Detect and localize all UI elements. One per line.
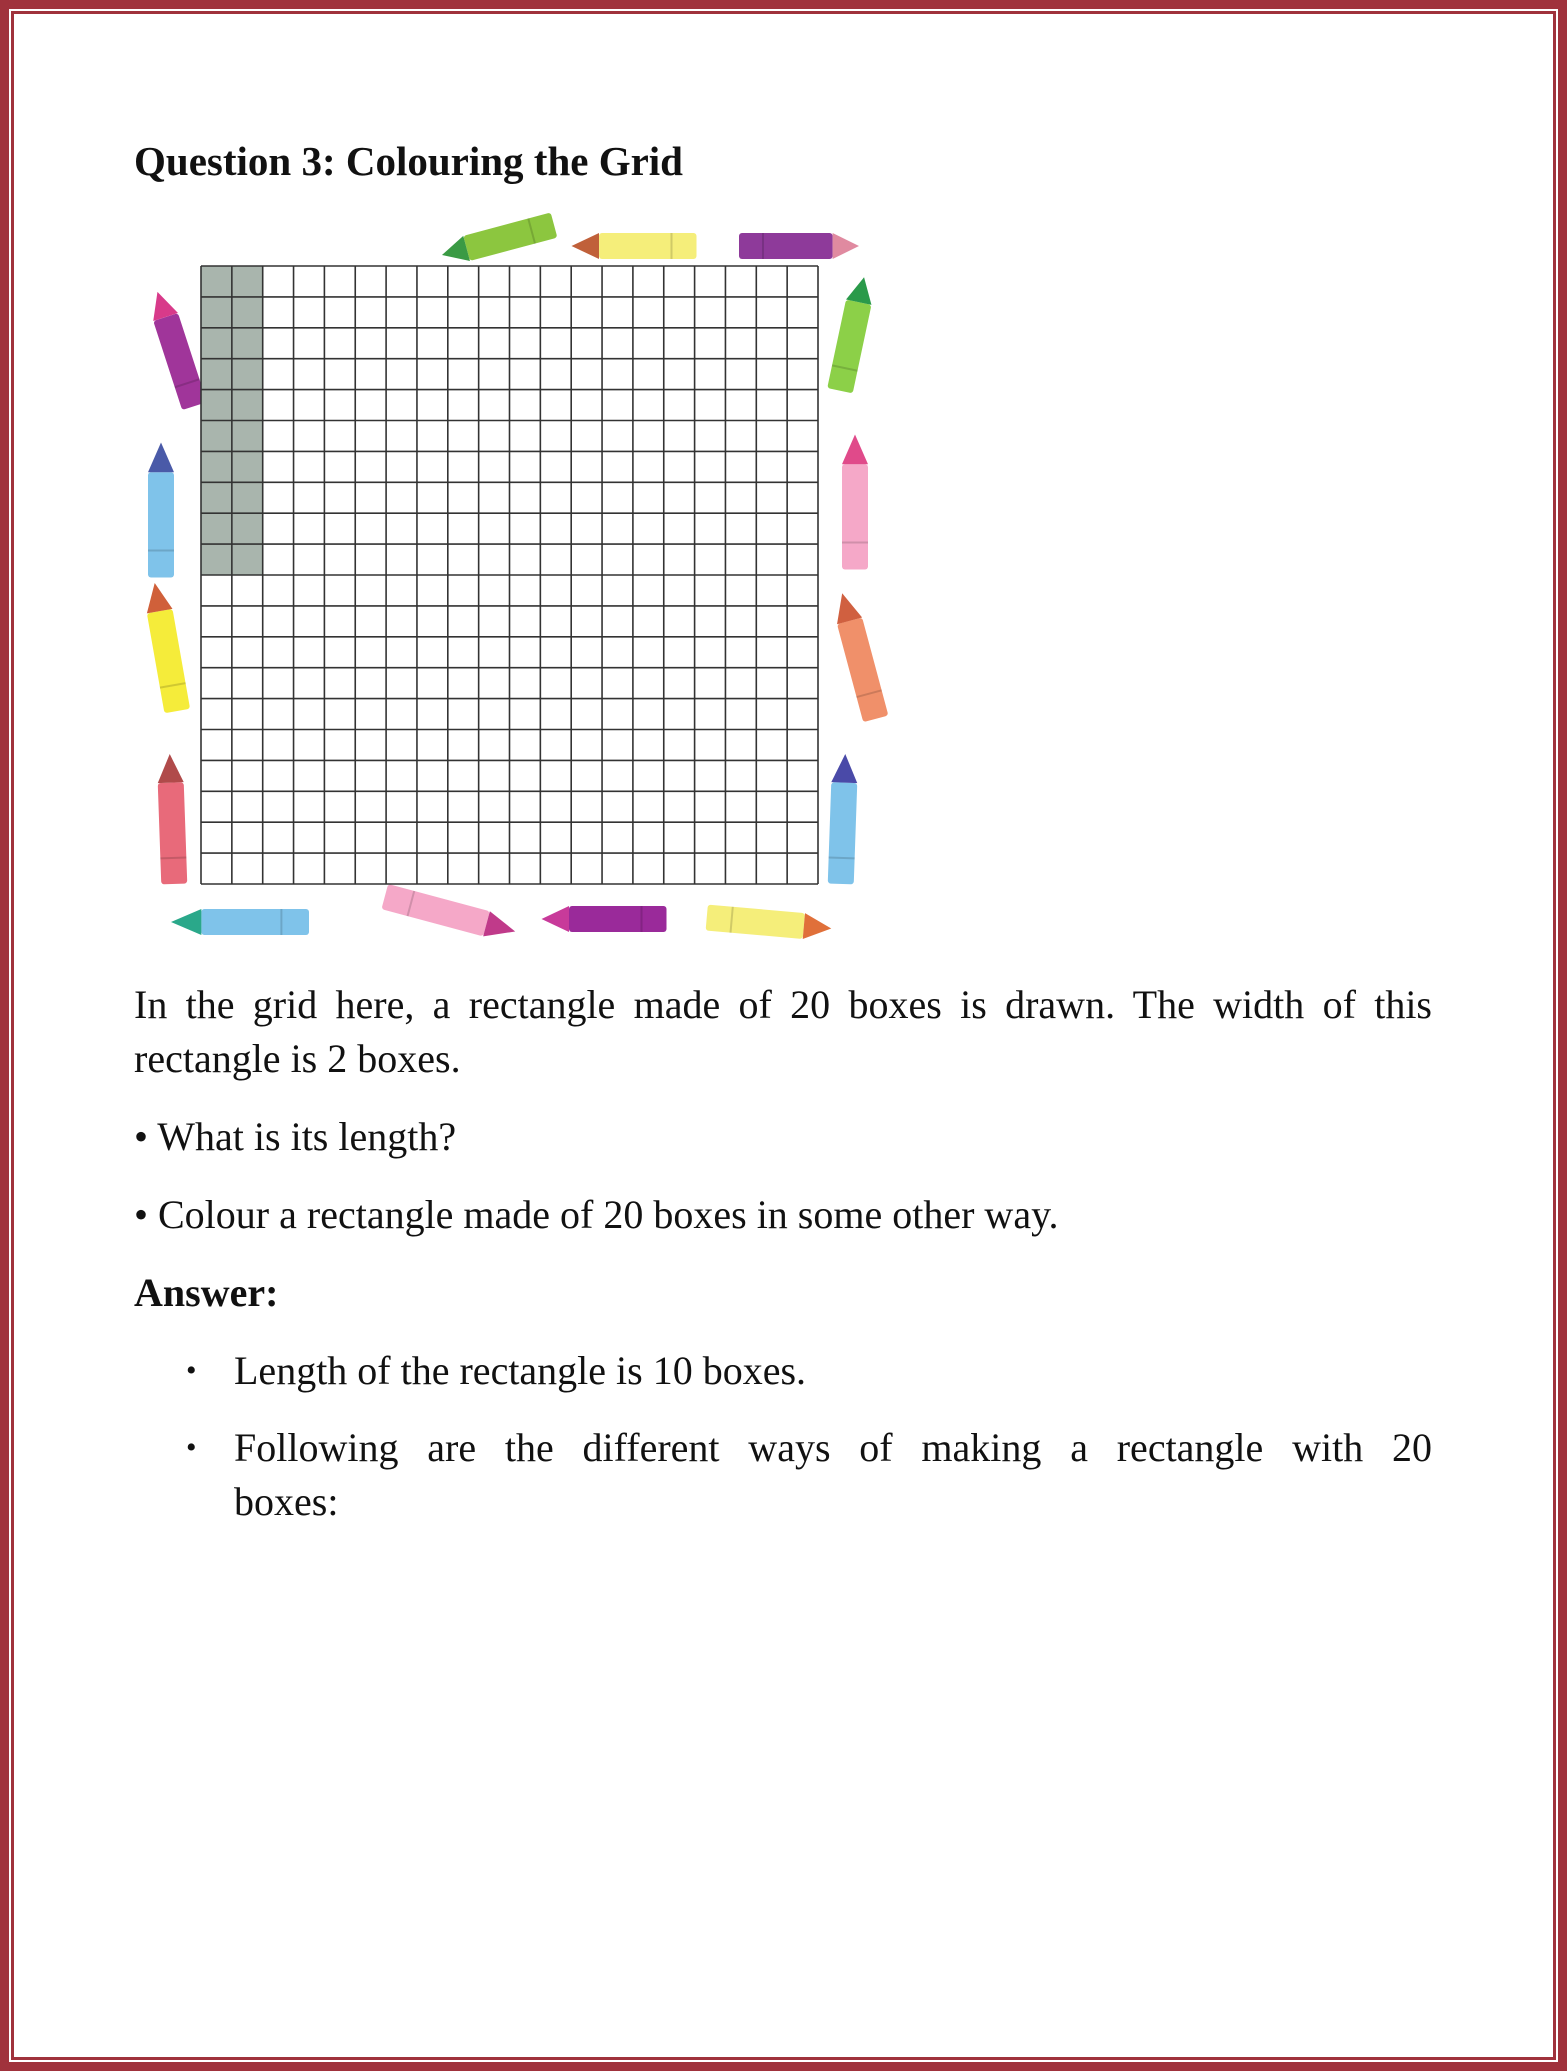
crayon-body bbox=[158, 782, 188, 884]
crayon-body bbox=[706, 905, 805, 939]
crayon-icon bbox=[739, 233, 859, 259]
question-bullet-colour: • Colour a rectangle made of 20 boxes in some other way. bbox=[134, 1192, 1059, 1237]
crayon-body bbox=[463, 212, 557, 261]
crayon-body bbox=[381, 884, 489, 936]
crayon-tip bbox=[157, 754, 184, 783]
answer-label: Answer: bbox=[134, 1270, 279, 1315]
crayon-icon bbox=[542, 906, 667, 932]
crayon-grid-figure bbox=[0, 0, 1567, 960]
crayon-icon bbox=[706, 905, 833, 942]
answer-item bbox=[186, 1421, 1432, 1529]
crayon-body bbox=[828, 782, 858, 884]
crayon-icon bbox=[171, 909, 309, 935]
grid bbox=[201, 266, 818, 884]
crayon-icon bbox=[439, 212, 558, 267]
answer-text: Length of the rectangle is 10 boxes. bbox=[234, 1348, 807, 1393]
crayon-icon bbox=[572, 233, 697, 259]
crayon-tip bbox=[833, 233, 859, 259]
crayon-icon bbox=[842, 435, 868, 570]
crayon-band bbox=[160, 858, 186, 859]
crayon-body bbox=[837, 617, 888, 722]
answer-text-line2: boxes: bbox=[234, 1479, 339, 1524]
crayon-body bbox=[148, 472, 174, 577]
bullet: • bbox=[186, 1431, 197, 1464]
crayon-tip bbox=[142, 581, 173, 614]
crayon-body bbox=[827, 300, 871, 394]
bullet: • bbox=[186, 1354, 197, 1387]
question-text: In the grid here, a rectangle made of 20 boxes is drawn. The width of this rectangle is 2 boxes. bbox=[134, 982, 1432, 1081]
crayon-icon bbox=[381, 884, 518, 944]
crayon-body bbox=[201, 909, 309, 935]
question-title: Question 3: Colouring the Grid bbox=[134, 138, 683, 184]
crayon-icon bbox=[148, 443, 174, 578]
crayon-tip bbox=[171, 909, 201, 935]
answer-text-line1: Following are the different ways of making a rectangle with 20 bbox=[234, 1425, 1432, 1470]
crayon-body bbox=[147, 609, 190, 713]
crayon-tip bbox=[572, 233, 600, 259]
crayon-tip bbox=[846, 275, 877, 305]
crayon-tip bbox=[842, 435, 868, 465]
crayon-body bbox=[842, 464, 868, 569]
answer-item bbox=[186, 1344, 1432, 1398]
crayon-icon bbox=[145, 288, 207, 410]
crayon-body bbox=[569, 906, 667, 932]
crayon-icon bbox=[828, 754, 859, 885]
crayon-icon bbox=[157, 754, 188, 885]
crayon-tip bbox=[803, 913, 833, 941]
question-bullet-length: • What is its length? bbox=[134, 1114, 457, 1159]
crayon-tip bbox=[831, 754, 858, 783]
crayon-tip bbox=[148, 443, 174, 473]
crayon-body bbox=[153, 313, 207, 410]
crayon-band bbox=[829, 858, 855, 859]
crayon-body bbox=[599, 233, 697, 259]
crayon-tip bbox=[542, 906, 570, 932]
crayon-icon bbox=[827, 275, 877, 394]
crayon-icon bbox=[830, 590, 889, 722]
crayon-body bbox=[739, 233, 833, 259]
crayon-icon bbox=[142, 581, 190, 714]
